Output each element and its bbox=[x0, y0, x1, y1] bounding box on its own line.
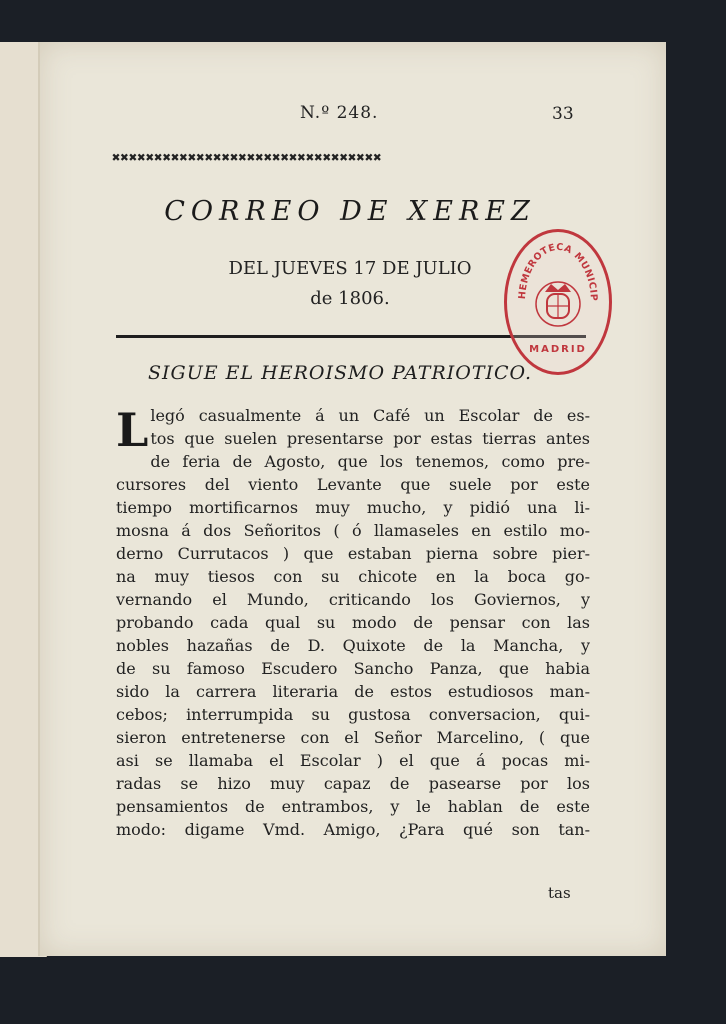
article-line: sieron entretenerse con el Señor Marcelino, ( que bbox=[116, 728, 590, 747]
article-title: SIGUE EL HEROISMO PATRIOTICO. bbox=[148, 362, 533, 384]
page-number: 33 bbox=[552, 104, 574, 124]
ornament-border: ✖✖✖✖✖✖✖✖✖✖✖✖✖✖✖✖✖✖✖✖✖✖✖✖✖✖✖✖✖✖✖✖ bbox=[112, 150, 382, 166]
article-line: probando cada qual su modo de pensar con las bbox=[116, 613, 590, 632]
article-line: pensamientos de entrambos, y le hablan de este bbox=[116, 797, 590, 816]
article-line: mosna á dos Señoritos ( ó llamaseles en estilo mo- bbox=[116, 521, 590, 540]
article-line: na muy tiesos con su chicote en la boca go- bbox=[116, 567, 590, 586]
article-line: nobles hazañas de D. Quixote de la Mancha, y bbox=[116, 636, 590, 655]
issue-number: N.º 248. bbox=[300, 103, 379, 123]
article-line: cursores del viento Levante que suele por este bbox=[116, 475, 590, 494]
article-line: vernando el Mundo, criticando los Goviernos, y bbox=[116, 590, 590, 609]
library-stamp bbox=[504, 229, 612, 375]
article-line: de su famoso Escudero Sancho Panza, que habia bbox=[116, 659, 590, 678]
stamp-seal-icon bbox=[507, 232, 609, 372]
article-line: tos que suelen presentarse por estas tierras antes bbox=[150, 429, 590, 448]
stamp-city-text: MADRID bbox=[529, 344, 587, 355]
article-line: asi se llamaba el Escolar ) el que á pocas mi- bbox=[116, 751, 590, 770]
article-line: de feria de Agosto, que los tenemos, como pre- bbox=[150, 452, 590, 471]
article-line: tiempo mortificarnos muy mucho, y pidió una li- bbox=[116, 498, 590, 517]
masthead-title: CORREO DE XEREZ bbox=[164, 196, 536, 227]
article-line: radas se hizo muy capaz de pasearse por los bbox=[116, 774, 590, 793]
catchword: tas bbox=[548, 884, 571, 902]
article-line: modo: digame Vmd. Amigo, ¿Para qué son tan- bbox=[116, 820, 590, 839]
article-line: sido la carrera literaria de estos estudiosos man- bbox=[116, 682, 590, 701]
date-line-weekday: DEL JUEVES 17 DE JULIO bbox=[228, 258, 472, 279]
date-line bbox=[200, 254, 500, 314]
article-body bbox=[116, 404, 590, 841]
drop-capital: L bbox=[116, 403, 149, 457]
stamp-ring-text: HEMEROTECA MUNICIP bbox=[516, 241, 600, 301]
article-line: cebos; interrumpida su gustosa conversacion, qui- bbox=[116, 705, 590, 724]
date-line-year: de 1806. bbox=[310, 288, 390, 309]
article-line: legó casualmente á un Café un Escolar de es- bbox=[150, 406, 590, 425]
article-line: derno Currutacos ) que estaban pierna sobre pier- bbox=[116, 544, 590, 563]
